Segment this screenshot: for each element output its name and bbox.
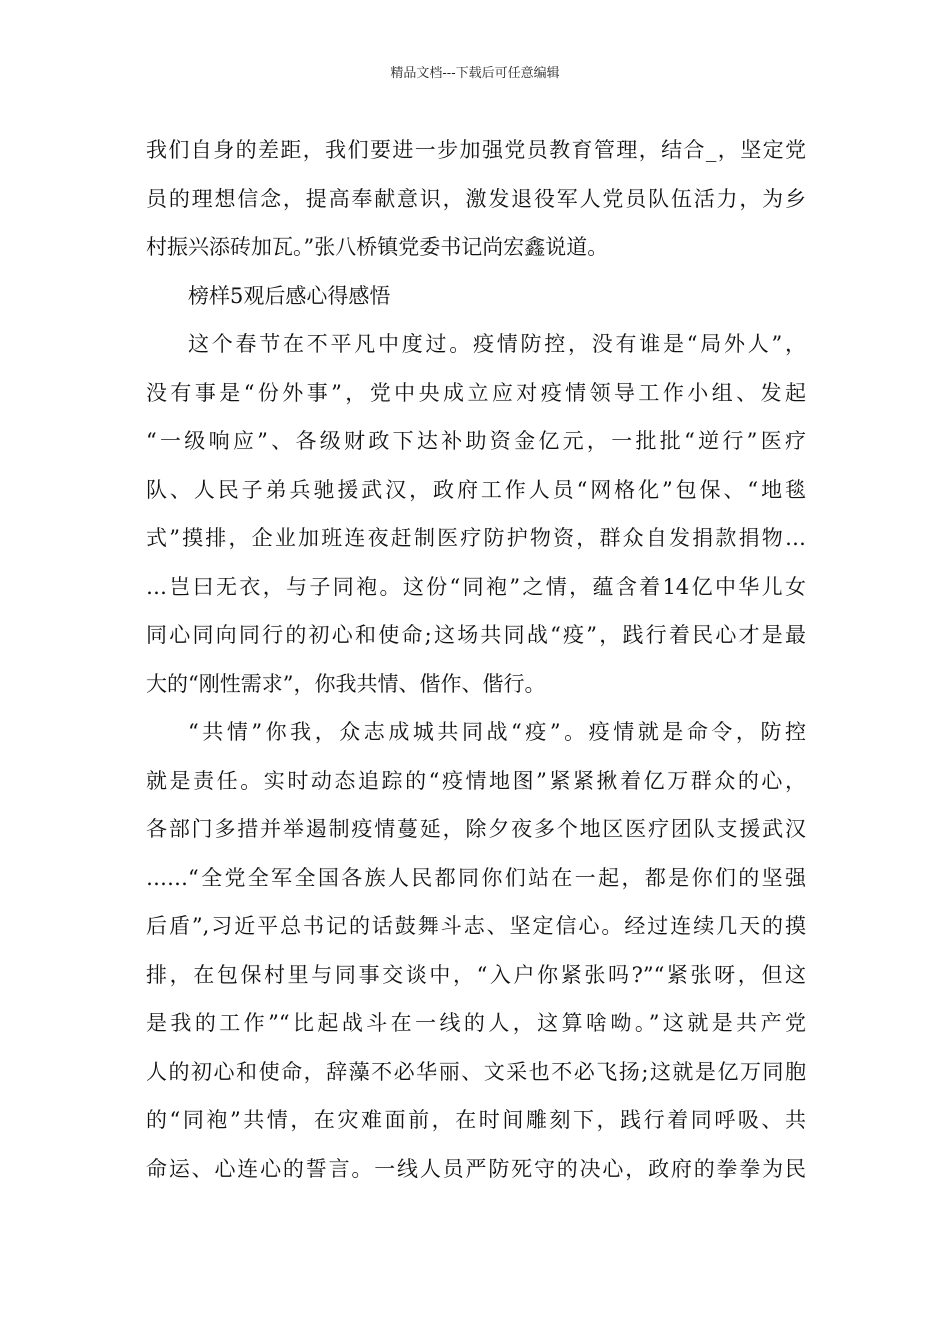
text-line: 榜样5观后感心得感悟 [188,283,391,308]
text-line: 队、人民子弟兵驰援武汉，政府工作人员“网格化”包保、“地毯 [146,477,806,502]
text-line: 没有事是“份外事”，党中央成立应对疫情领导工作小组、发起 [146,380,806,405]
document-body [146,126,806,1193]
text-line: 村振兴添砖加瓦。”张八桥镇党委书记尚宏鑫说道。 [146,235,609,259]
text-line: “一级响应”、各级财政下达补助资金亿元，一批批“逆行”医疗 [146,429,806,453]
text-line: 大的“刚性需求”，你我共情、偕作、偕行。 [146,671,546,696]
text-line: 的“同袍”共情，在灾难面前，在时间雕刻下，践行着同呼吸、共 [146,1108,806,1132]
text-line: 这个春节在不平凡中度过。疫情防控，没有谁是“局外人”， [188,332,806,356]
text-line: 各部门多措并举遏制疫情蔓延，除夕夜多个地区医疗团队支援武汉 [146,817,806,841]
text-line: 是我的工作”“比起战斗在一线的人，这算啥呦。”这就是共产党 [146,1011,806,1035]
text-line: …岂曰无衣，与子同袍。这份“同袍”之情，蕴含着14亿中华儿女 [146,574,806,599]
text-line: 后盾”,习近平总书记的话鼓舞斗志、坚定信心。经过连续几天的摸 [146,914,806,938]
text-line: 员的理想信念，提高奉献意识，激发退役军人党员队伍活力，为乡 [146,186,806,211]
text-line: ……“全党全军全国各族人民都同你们站在一起，都是你们的坚强 [146,865,806,890]
text-line: 命运、心连心的誓言。一线人员严防死守的决心，政府的拳拳为民 [146,1156,806,1181]
text-line: 我们自身的差距，我们要进一步加强党员教育管理，结合_，坚定党 [146,138,806,162]
text-line: 就是责任。实时动态追踪的“疫情地图”紧紧揪着亿万群众的心， [146,768,806,793]
text-line: 排，在包保村里与同事交谈中，“入户你紧张吗?”“紧张呀，但这 [146,962,806,987]
text-line: 式”摸排，企业加班连夜赶制医疗防护物资，群众自发捐款捐物… [146,526,806,550]
page-header: 精品文档---下载后可任意编辑 [390,66,560,81]
text-line: “共情”你我，众志成城共同战“疫”。疫情就是命令，防控 [188,720,806,744]
text-line: 人的初心和使命，辞藻不必华丽、文采也不必飞扬;这就是亿万同胞 [146,1059,806,1084]
text-line: 同心同向同行的初心和使命;这场共同战“疫”，践行着民心才是最 [146,623,806,647]
